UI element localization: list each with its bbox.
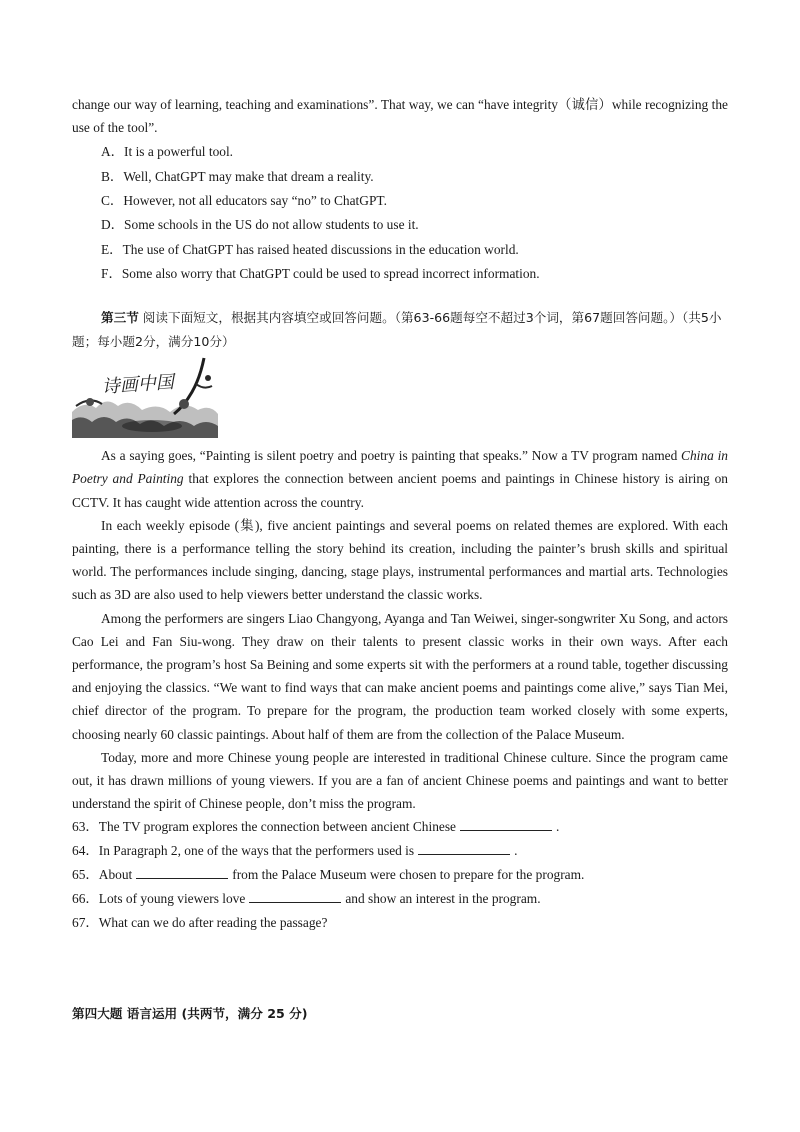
banner-calligraphy: 诗画中国 xyxy=(101,371,175,398)
question-65 xyxy=(72,863,728,887)
section3-label: 第三节 xyxy=(101,310,139,326)
q64-end: . xyxy=(514,843,518,859)
q65-text: 65．About xyxy=(72,867,133,883)
passage-paragraph-3: Among the performers are singers Liao Changyong, Ayanga and Tan Weiwei, singer-songwriter Xu Song, and actors Cao Lei and Fan Siu-wong. They draw on their talents to present classic works in their own ways. After each performance, the program’s host Sa Beining and some experts sit with the performers at a round table, together discussing and enjoying the classics. “We want to find ways that can make ancient poems and paintings come alive,” says Tian Mei, chief director of the program. To prepare for the program, the production team worked closely with some experts, choosing nearly 60 classic paintings. About half of them are from the collection of the Palace Museum. xyxy=(72,610,728,742)
question-64 xyxy=(72,839,728,863)
option-d: D．Some schools in the US do not allow students to use it. xyxy=(101,217,419,233)
answer-blank-63[interactable] xyxy=(460,818,552,831)
previous-paragraph: change our way of learning, teaching and examinations”. That way, we can “have integrity（诚信）while recognizing the use of the tool”. xyxy=(72,97,728,136)
part4-heading: 第四大题 语言运用 (共两节，满分 25 分) xyxy=(72,1006,308,1021)
q66-text: 66．Lots of young viewers love xyxy=(72,891,246,907)
answer-blank-65[interactable] xyxy=(136,866,228,879)
answer-blank-64[interactable] xyxy=(418,842,510,855)
section3-instructions: 阅读下面短文，根据其内容填空或回答问题。（第63-66题每空不超过3个词，第67题回答问题。）（共5小题；每小题2分，满分10分） xyxy=(72,310,722,350)
question-63 xyxy=(72,815,728,839)
question-67: 67．What can we do after reading the passage? xyxy=(72,915,328,931)
section3-heading xyxy=(72,306,728,354)
answer-blank-66[interactable] xyxy=(249,890,341,903)
options-list xyxy=(72,140,728,286)
poetry-painting-banner xyxy=(72,356,218,438)
passage-paragraph-1 xyxy=(72,444,728,514)
passage-paragraph-4: Today, more and more Chinese young people are interested in traditional Chinese culture. Since the program came out, it has drawn millions of young viewers. If you are a fan of ancient Chinese poems and paintings and want to better understand the spirit of Chinese people, don’t miss the program. xyxy=(72,749,728,812)
questions-list xyxy=(72,815,728,935)
option-f: F．Some also worry that ChatGPT could be used to spread incorrect information. xyxy=(101,265,540,281)
option-c: C．However, not all educators say “no” to ChatGPT. xyxy=(101,193,387,208)
question-66 xyxy=(72,887,728,911)
passage-paragraph-2: In each weekly episode (集), five ancient paintings and several poems on related themes are explored. With each painting, there is a performance telling the story behind its creation, including the painter’s brush skills and spiritual world. The performances include singing, dancing, stage plays, instrumental performances and martial arts. Technologies such as 3D are also used to help viewers better understand the classic works. xyxy=(72,517,728,603)
program-title: China in Poetry and Painting xyxy=(72,448,728,487)
q63-text: 63．The TV program explores the connection between ancient Chinese xyxy=(72,819,456,835)
exam-page xyxy=(72,93,728,935)
option-e: E．The use of ChatGPT has raised heated discussions in the education world. xyxy=(101,241,519,257)
p1-text-a: As a saying goes, “Painting is silent poetry and poetry is painting that speaks.” Now a TV program named xyxy=(101,448,682,464)
option-b: B．Well, ChatGPT may make that dream a reality. xyxy=(101,168,374,184)
q65-end: from the Palace Museum were chosen to prepare for the program. xyxy=(232,867,585,883)
option-a: A．It is a powerful tool. xyxy=(101,144,234,160)
q64-text: 64．In Paragraph 2, one of the ways that the performers used is xyxy=(72,843,415,859)
q63-end: . xyxy=(556,819,560,835)
p1-text-b: that explores the connection between ancient poems and paintings in Chinese history is airing on CCTV. It has caught wide attention across the country. xyxy=(72,471,728,510)
reading-passage xyxy=(72,444,728,815)
q66-end: and show an interest in the program. xyxy=(345,891,541,907)
